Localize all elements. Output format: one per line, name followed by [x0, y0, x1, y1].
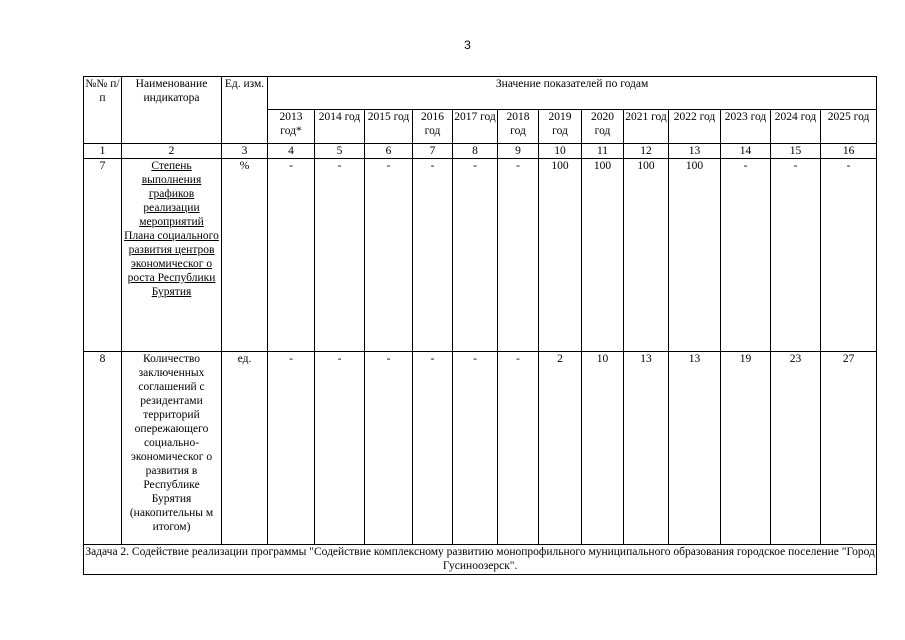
value-cell: 2 — [539, 352, 582, 545]
column-number: 15 — [771, 144, 821, 159]
value-cell: - — [268, 352, 315, 545]
table-row — [84, 159, 877, 352]
value-cell: 23 — [771, 352, 821, 545]
indicator-name: Количество заключенных соглашений с резидентами территорий опережающего социально- экономическог о развития в Республике Бурятия (накопительны м итогом) — [122, 352, 222, 545]
header-year: 2016 год — [413, 110, 453, 144]
unit-cell: ед. — [222, 352, 268, 545]
header-year: 2025 год — [821, 110, 877, 144]
column-number-row — [84, 144, 877, 159]
column-number: 4 — [268, 144, 315, 159]
value-cell: 100 — [539, 159, 582, 352]
header-year: 2023 год — [721, 110, 771, 144]
header-num: №№ п/п — [84, 77, 122, 144]
table-row — [84, 352, 877, 545]
header-year: 2018 год — [498, 110, 539, 144]
header-year: 2021 год — [624, 110, 669, 144]
column-number: 10 — [539, 144, 582, 159]
indicator-name — [122, 159, 222, 352]
value-cell: - — [453, 352, 498, 545]
column-number: 8 — [453, 144, 498, 159]
value-cell: - — [771, 159, 821, 352]
value-cell: 10 — [582, 352, 624, 545]
column-number: 3 — [222, 144, 268, 159]
page-number: 3 — [464, 38, 471, 52]
column-number: 9 — [498, 144, 539, 159]
value-cell: - — [413, 159, 453, 352]
value-cell: - — [365, 352, 413, 545]
value-cell: 13 — [669, 352, 721, 545]
value-cell: - — [315, 352, 365, 545]
value-cell: 100 — [624, 159, 669, 352]
row-number: 8 — [84, 352, 122, 545]
column-number: 7 — [413, 144, 453, 159]
header-year: 2013 год* — [268, 110, 315, 144]
header-values-by-year: Значение показателей по годам — [268, 77, 877, 110]
indicator-name-text: Степень выполнения графиков реализации мероприятий Плана социального развития центров экономическог о роста Республики Бурятия — [124, 160, 219, 298]
value-cell: - — [413, 352, 453, 545]
value-cell: - — [315, 159, 365, 352]
header-year: 2022 год — [669, 110, 721, 144]
value-cell: - — [498, 159, 539, 352]
task-row — [84, 545, 877, 575]
column-number: 16 — [821, 144, 877, 159]
value-cell: 19 — [721, 352, 771, 545]
value-cell: - — [453, 159, 498, 352]
value-cell: - — [721, 159, 771, 352]
value-cell: 27 — [821, 352, 877, 545]
header-year: 2020 год — [582, 110, 624, 144]
value-cell: - — [821, 159, 877, 352]
unit-cell: % — [222, 159, 268, 352]
value-cell: - — [365, 159, 413, 352]
column-number: 13 — [669, 144, 721, 159]
value-cell: 13 — [624, 352, 669, 545]
header-year: 2015 год — [365, 110, 413, 144]
column-number: 5 — [315, 144, 365, 159]
column-number: 2 — [122, 144, 222, 159]
value-cell: - — [498, 352, 539, 545]
header-year: 2024 год — [771, 110, 821, 144]
header-year: 2017 год — [453, 110, 498, 144]
header-year: 2014 год — [315, 110, 365, 144]
header-year: 2019 год — [539, 110, 582, 144]
value-cell: 100 — [582, 159, 624, 352]
column-number: 12 — [624, 144, 669, 159]
column-number: 1 — [84, 144, 122, 159]
column-number: 11 — [582, 144, 624, 159]
header-unit: Ед. изм. — [222, 77, 268, 144]
value-cell: - — [268, 159, 315, 352]
column-number: 14 — [721, 144, 771, 159]
task-description: Задача 2. Содействие реализации программы "Содействие комплексному развитию монопрофильного муниципального образования городское поселение "Город Гусиноозерск". — [84, 545, 877, 575]
value-cell: 100 — [669, 159, 721, 352]
indicator-table — [83, 76, 877, 575]
header-name: Наименование индикатора — [122, 77, 222, 144]
header-row-top — [84, 77, 877, 110]
column-number: 6 — [365, 144, 413, 159]
row-number: 7 — [84, 159, 122, 352]
